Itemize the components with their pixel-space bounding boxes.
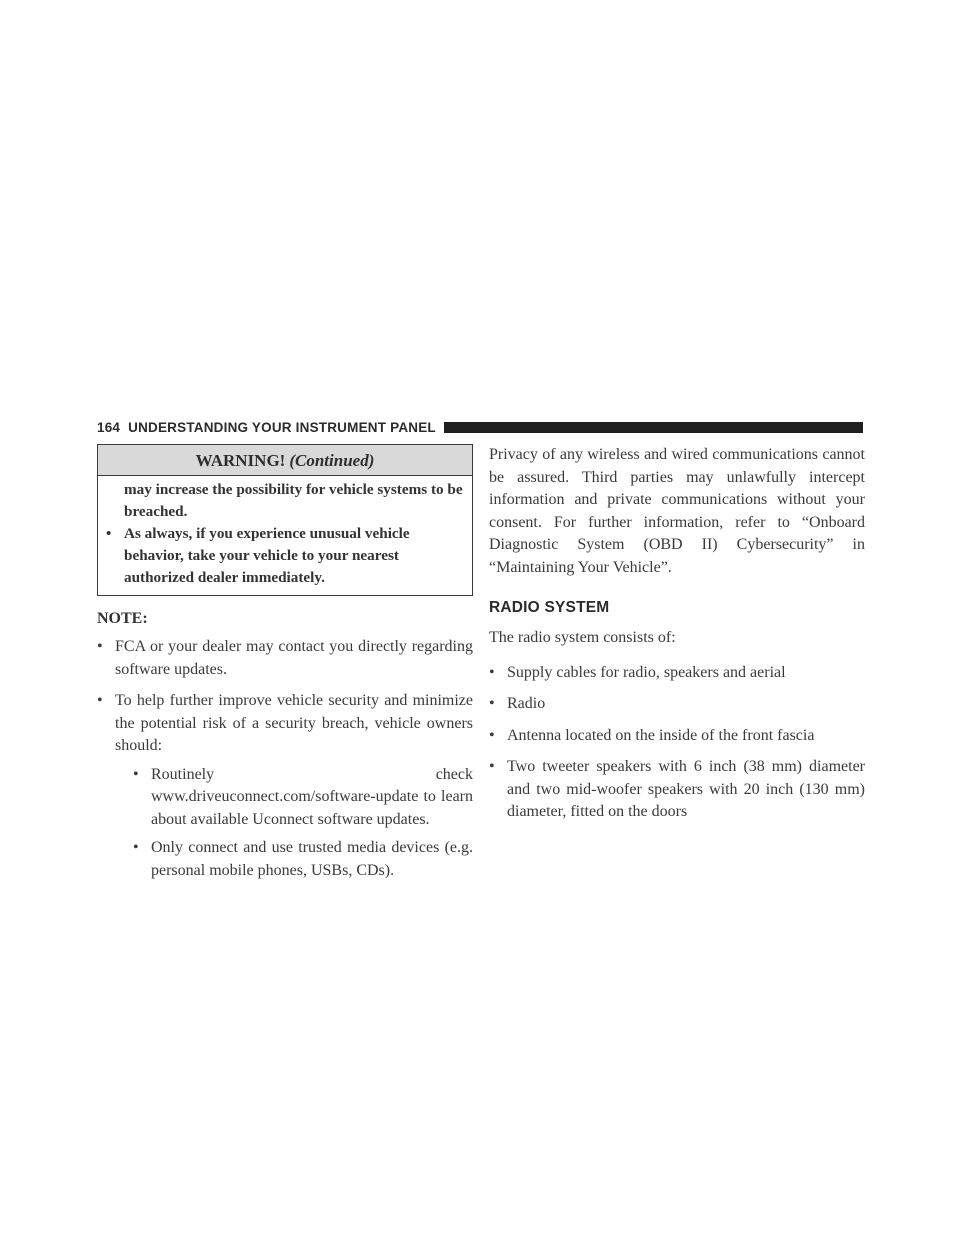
radio-item-text: Supply cables for radio, speakers and aerial: [507, 663, 786, 681]
note-subitem: [133, 764, 473, 832]
radio-intro: The radio system consists of:: [489, 629, 676, 646]
warning-header: [98, 445, 472, 476]
radio-item: [489, 725, 865, 748]
bullet-icon: •: [133, 839, 139, 856]
page-section-title: UNDERSTANDING YOUR INSTRUMENT PANEL: [128, 419, 436, 435]
radio-item: [489, 693, 865, 716]
section-title-radio-system: RADIO SYSTEM: [489, 599, 610, 616]
note-label: NOTE:: [97, 610, 148, 627]
warning-box: [97, 444, 473, 596]
header-rule: [444, 422, 863, 433]
note-subitem-text: Routinely check www.driveuconnect.com/software-update to learn about available Uconnect software updates.: [151, 765, 473, 828]
bullet-icon: •: [97, 692, 103, 709]
warning-item: [106, 523, 464, 589]
radio-item: [489, 756, 865, 824]
note-item: [97, 636, 473, 681]
bullet-icon: •: [489, 758, 495, 775]
warning-lead-text: may increase the possibility for vehicle systems to be breached.: [124, 481, 463, 520]
page-header: [97, 418, 863, 436]
warning-item-text: As always, if you experience unusual vehicle behavior, take your vehicle to your nearest authorized dealer immediately.: [124, 525, 410, 586]
bullet-icon: •: [489, 663, 495, 681]
bullet-icon: •: [133, 765, 139, 783]
note-subitem-text: Only connect and use trusted media devices (e.g. personal mobile phones, USBs, CDs).: [151, 839, 473, 879]
bullet-icon: •: [489, 695, 495, 712]
left-column: [97, 444, 473, 897]
note-item-text: To help further improve vehicle security and minimize the potential risk of a security breach, vehicle owners should:: [115, 692, 473, 754]
note-subitem: [133, 837, 473, 882]
warning-title: WARNING!: [195, 451, 286, 470]
radio-item: [489, 662, 865, 685]
warning-continued: (Continued): [289, 451, 375, 470]
bullet-icon: •: [489, 726, 495, 744]
radio-item-text: Antenna located on the inside of the front fascia: [507, 726, 815, 744]
radio-item-text: Two tweeter speakers with 6 inch (38 mm) diameter and two mid-woofer speakers with 20 inch (130 mm) diameter, fitted on the doors: [507, 758, 865, 820]
radio-item-text: Radio: [507, 695, 546, 712]
note-sub-list: [115, 764, 473, 883]
privacy-paragraph: Privacy of any wireless and wired communications cannot be assured. Third parties may unlawfully intercept information and private communications without your consent. For further information, refer to “Onboard Diagnostic System (OBD II) Cybersecurity” in “Maintaining Your Vehicle”.: [489, 446, 865, 576]
right-column: [489, 444, 865, 833]
note-item-text: FCA or your dealer may contact you directly regarding software updates.: [115, 638, 473, 678]
page-number: 164: [97, 419, 121, 435]
bullet-icon: •: [106, 525, 112, 542]
warning-body: [98, 476, 472, 595]
note-item: [97, 690, 473, 888]
bullet-icon: •: [97, 638, 103, 655]
